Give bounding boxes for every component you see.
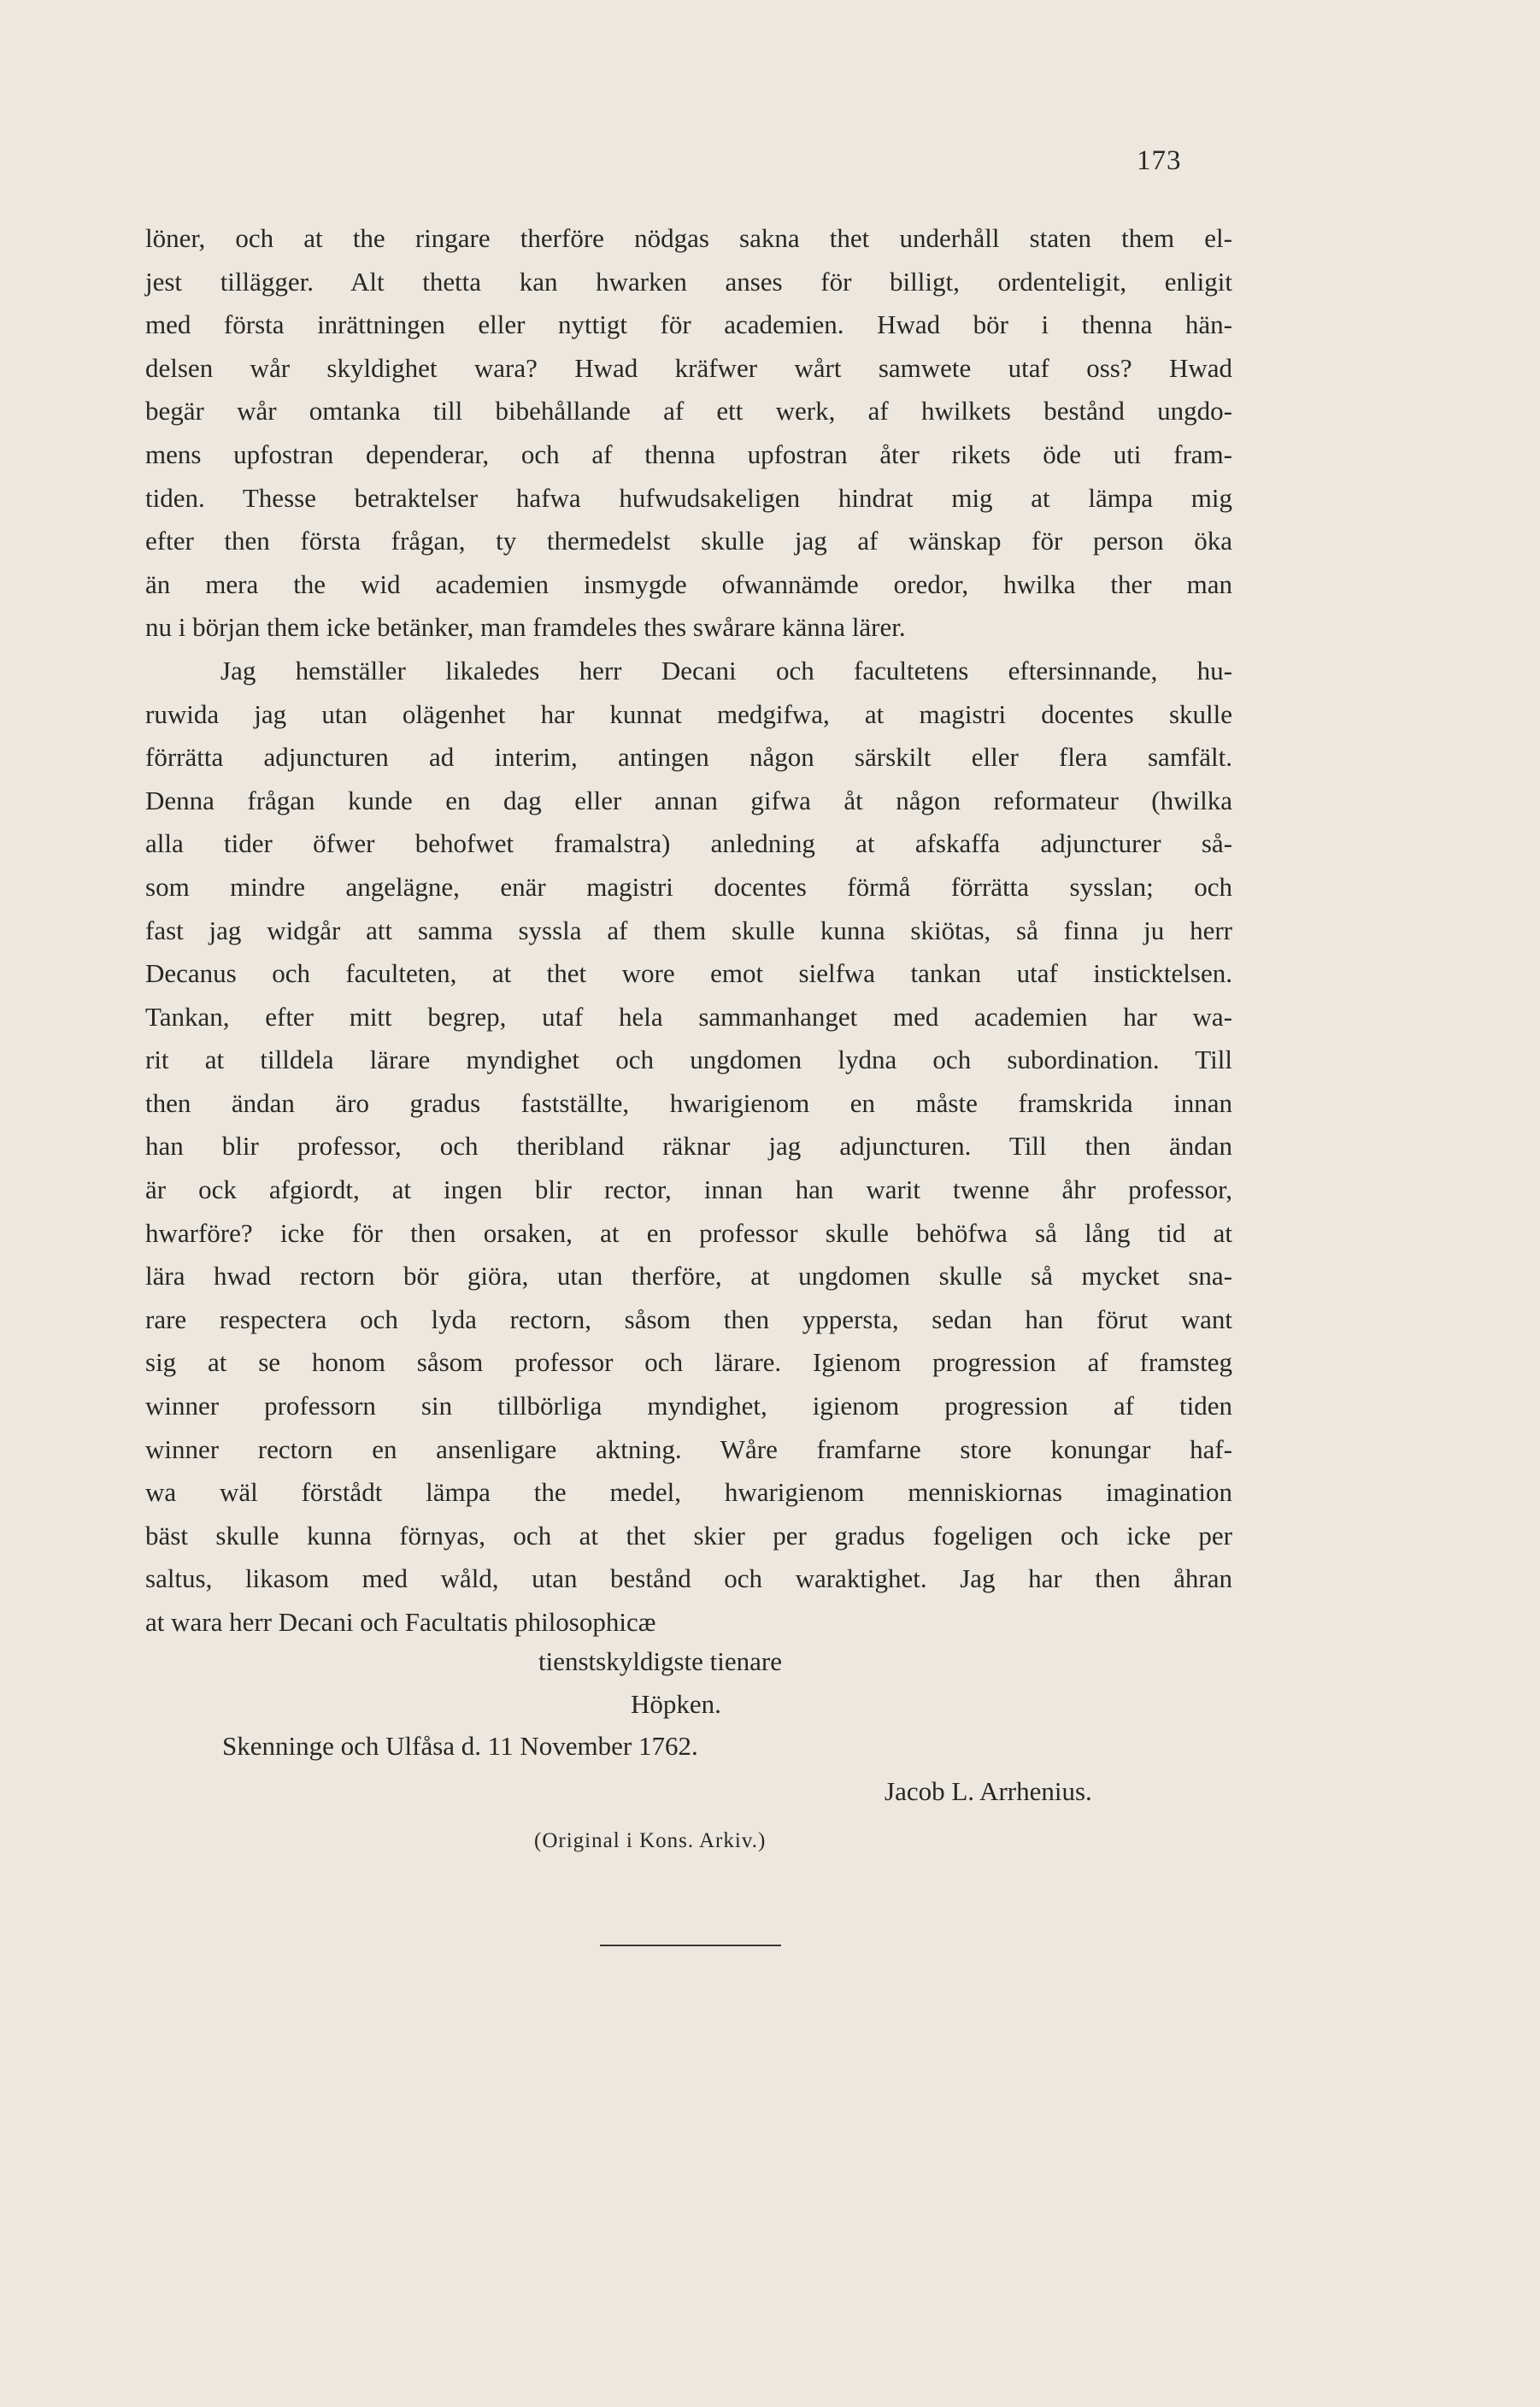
text-line: lära hwad rectorn bör giöra, utan therföre, at ungdomen skulle så mycket sna- [145, 1261, 1232, 1292]
text-line: tiden. Thesse betraktelser hafwa hufwudsakeligen hindrat mig at lämpa mig [145, 482, 1232, 513]
text-line: jest tillägger. Alt thetta kan hwarken anses för billigt, ordenteligit, enligit [145, 266, 1232, 297]
text-line: Decanus och faculteten, at thet wore emot sielfwa tankan utaf insticktelsen. [145, 958, 1232, 989]
text-line: löner, och at the ringare therföre nödgas sakna thet underhåll staten them el- [145, 223, 1232, 253]
text-line: at wara herr Decani och Facultatis philosophicæ [145, 1607, 656, 1637]
end-rule [600, 1945, 781, 1946]
text-line: winner rectorn en ansenligare aktning. Wåre framfarne store konungar haf- [145, 1433, 1232, 1464]
author-name: Jacob L. Arrhenius. [885, 1776, 1092, 1806]
paragraph-1 [145, 217, 1232, 650]
text-line: fast jag widgår att samma syssla af them skulle kunna skiötas, så finna ju herr [145, 915, 1232, 945]
text-line: Denna frågan kunde en dag eller annan gifwa åt någon reformateur (hwilka [145, 785, 1232, 815]
closing-signature: Höpken. [631, 1689, 721, 1719]
text-line: alla tider öfwer behofwet framalstra) anledning at afskaffa adjuncturer så- [145, 828, 1232, 859]
text-line: saltus, likasom med wåld, utan bestånd och waraktighet. Jag har then åhran [145, 1563, 1232, 1594]
letter-body [145, 217, 1232, 1645]
text-line: han blir professor, och theribland räknar jag adjuncturen. Till then ändan [145, 1131, 1232, 1162]
text-line: ruwida jag utan olägenhet har kunnat medgifwa, at magistri docentes skulle [145, 698, 1232, 729]
source-note: (Original i Kons. Arkiv.) [534, 1829, 767, 1852]
text-line: är ock afgiordt, at ingen blir rector, innan han warit twenne åhr professor, [145, 1174, 1232, 1205]
text-line: Jag hemställer likaledes herr Decani och facultetens eftersinnande, hu- [220, 655, 1232, 686]
text-line: än mera the wid academien insmygde ofwannämde oredor, hwilka ther man [145, 568, 1232, 599]
page-number: 173 [1137, 145, 1182, 176]
text-line: nu i början them icke betänker, man framdeles thes swårare känna lärer. [145, 612, 906, 643]
text-line: bäst skulle kunna förnyas, och at thet skier per gradus fogeligen och icke per [145, 1520, 1232, 1551]
paragraph-2 [145, 650, 1232, 1645]
text-line: förrätta adjuncturen ad interim, antingen någon särskilt eller flera samfält. [145, 742, 1232, 773]
text-line: begär wår omtanka till bibehållande af ett werk, af hwilkets bestånd ungdo- [145, 396, 1232, 427]
text-line: rare respectera och lyda rectorn, såsom then yppersta, sedan han förut want [145, 1304, 1232, 1334]
text-line: rit at tilldela lärare myndighet och ungdomen lydna och subordination. Till [145, 1045, 1232, 1075]
text-line: then ändan äro gradus fastställte, hwarigienom en måste framskrida innan [145, 1087, 1232, 1118]
text-line: efter then första frågan, ty thermedelst skulle jag af wänskap för person öka [145, 526, 1232, 556]
closing-title: tienstskyldigste tienare [538, 1646, 782, 1676]
text-line: mens upfostran dependerar, och af thenna upfostran åter rikets öde uti fram- [145, 438, 1232, 469]
text-line: Tankan, efter mitt begrep, utaf hela sammanhanget med academien har wa- [145, 1001, 1232, 1032]
text-line: wa wäl förstådt lämpa the medel, hwarigienom menniskiornas imagination [145, 1477, 1232, 1508]
text-line: som mindre angelägne, enär magistri docentes förmå förrätta sysslan; och [145, 871, 1232, 902]
text-line: med första inrättningen eller nyttigt för academien. Hwad bör i thenna hän- [145, 309, 1232, 340]
text-line: hwarföre? icke för then orsaken, at en professor skulle behöfwa så lång tid at [145, 1217, 1232, 1248]
text-line: sig at se honom såsom professor och lärare. Igienom progression af framsteg [145, 1347, 1232, 1378]
text-line: delsen wår skyldighet wara? Hwad kräfwer wårt samwete utaf oss? Hwad [145, 352, 1232, 383]
text-line: winner professorn sin tillbörliga myndighet, igienom progression af tiden [145, 1391, 1232, 1421]
place-date: Skenninge och Ulfåsa d. 11 November 1762. [222, 1731, 698, 1761]
